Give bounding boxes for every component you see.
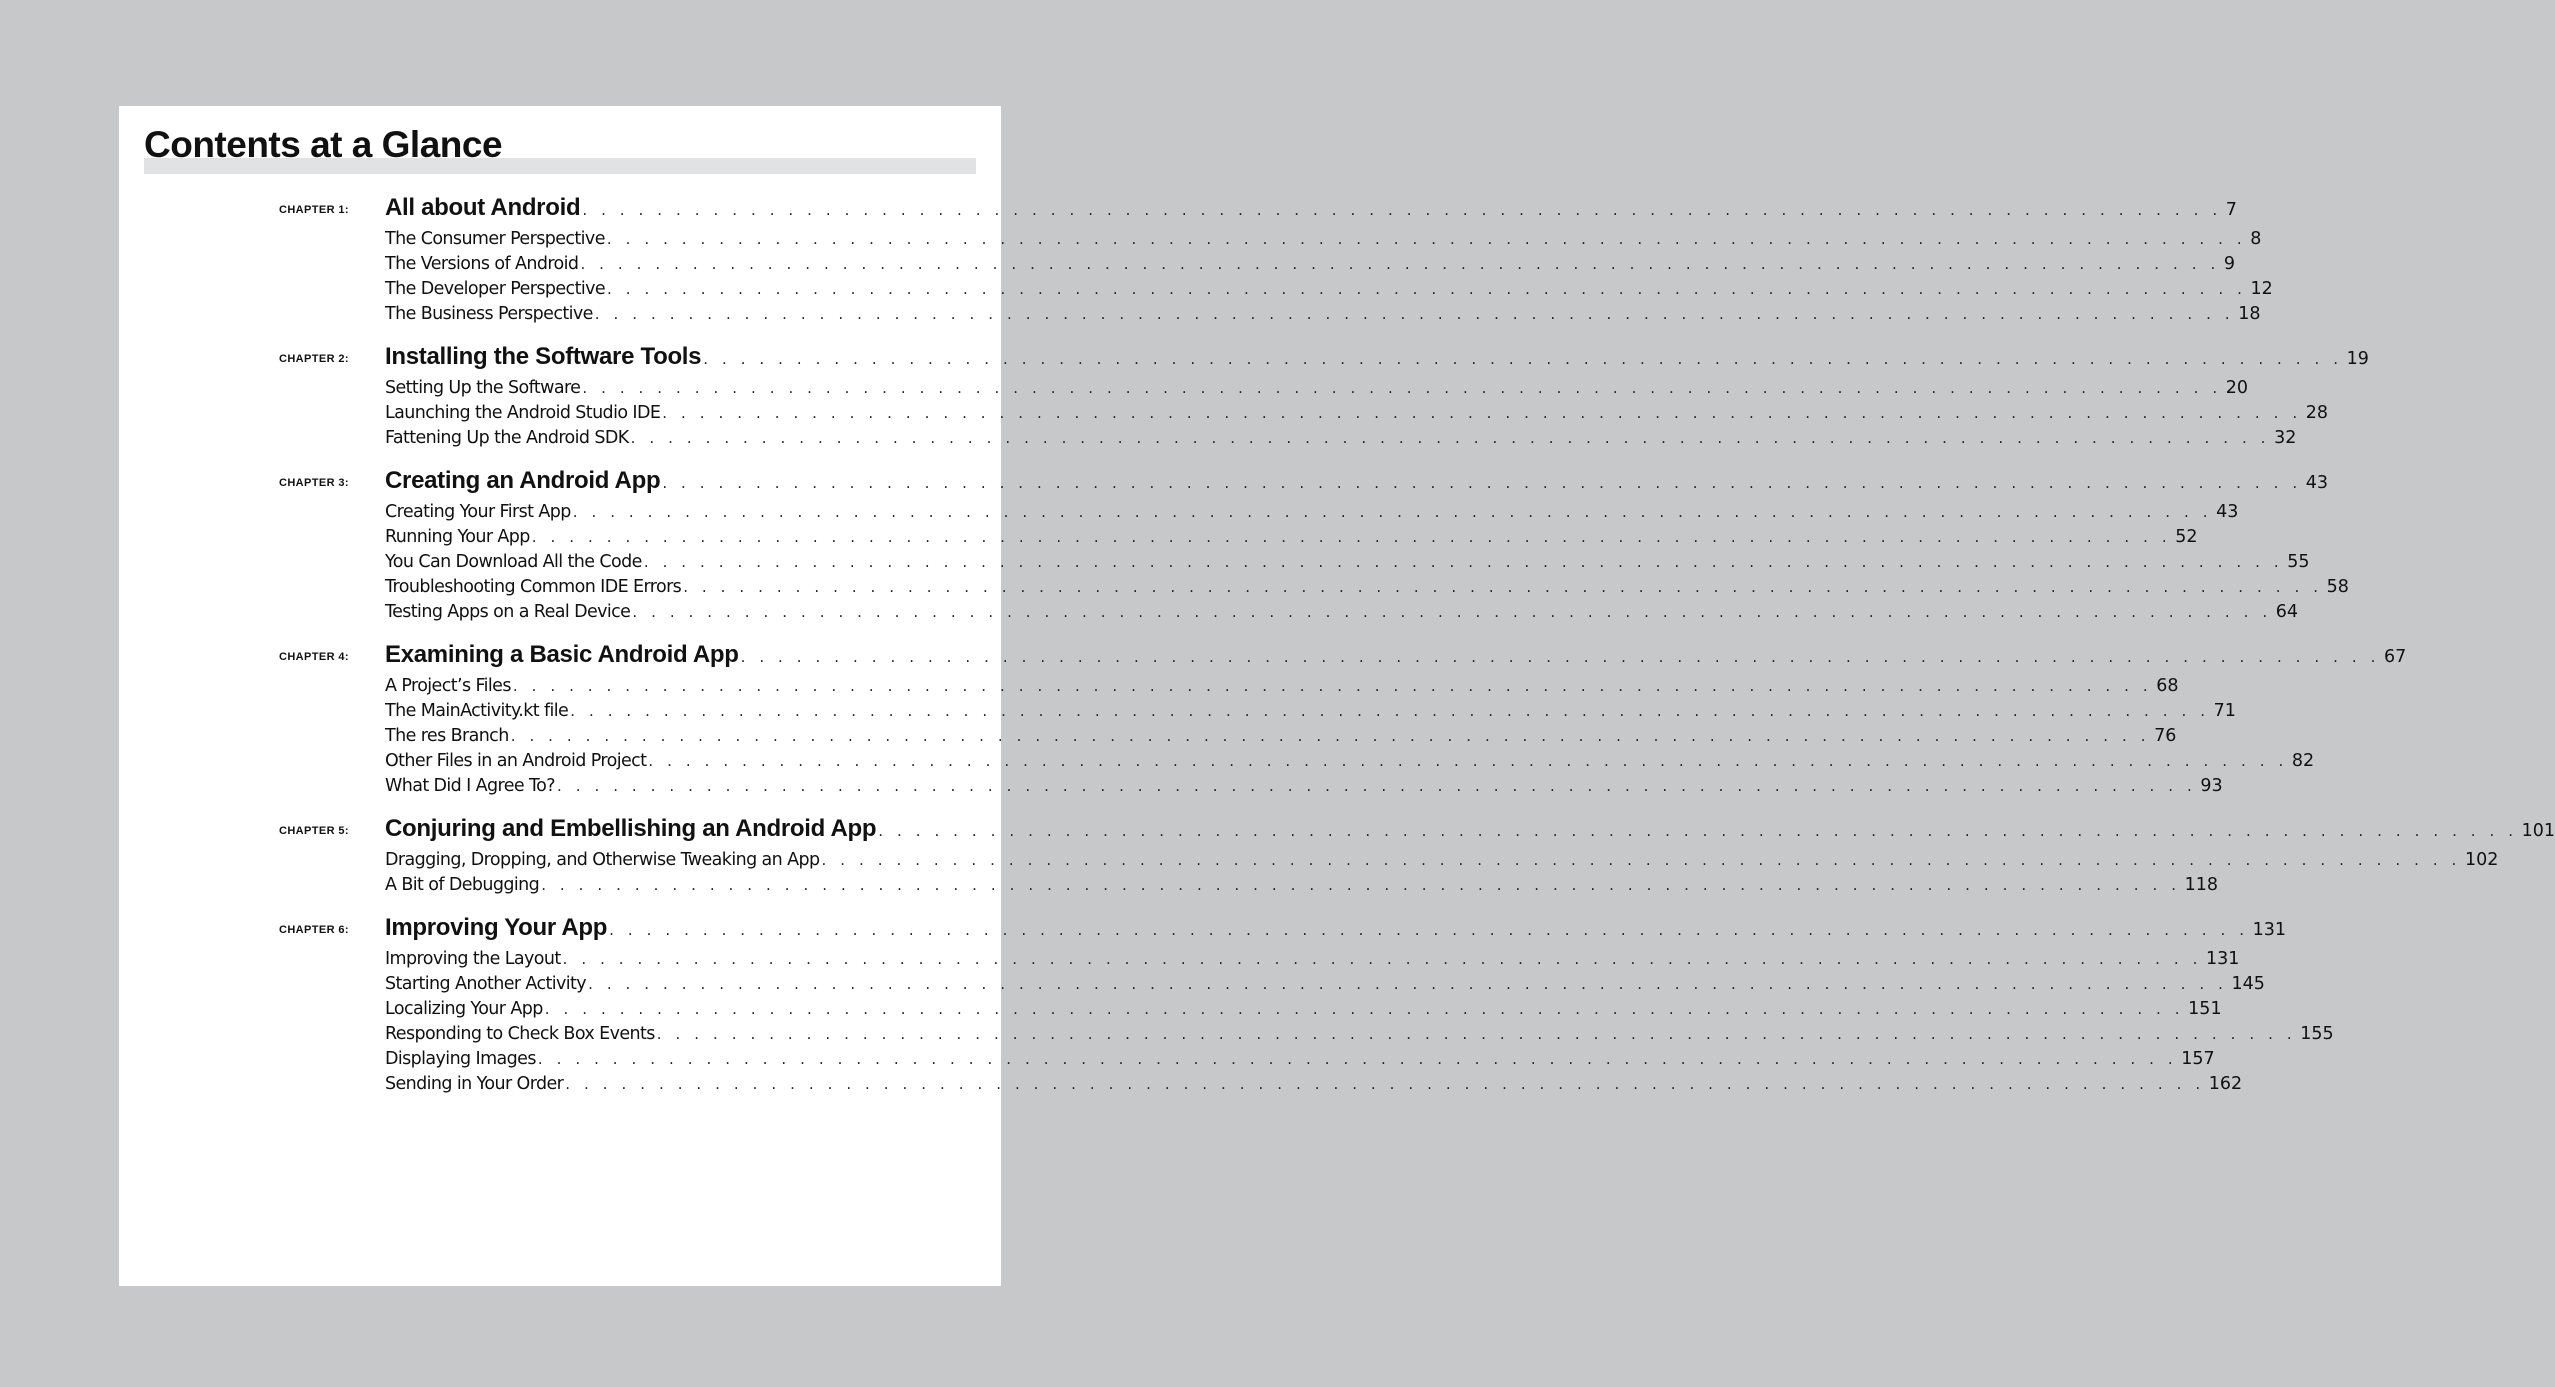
dot-leader: . . . . . . . . . . . . . . . . . . . . . . . . . . . . . . . . . . . . . . . . . . . . . . . . . . . . . . . . . . . . . . . . . . . . . . . . . . . . . . . . . . . . . . . . (544, 1000, 2185, 1018)
section-page-number: 151 (2188, 999, 2222, 1019)
dot-leader: . . . . . . . . . . . . . . . . . . . . . . . . . . . . . . . . . . . . . . . . . . . . . . . . . . . . . . . . . . . . . . . . . . . . . . . . . . . . . . . . . . . . . . . . (662, 474, 2302, 492)
section-page-number: 28 (2305, 403, 2328, 423)
section-entry[interactable] (385, 674, 2179, 699)
chapter-label: CHAPTER 3: (278, 477, 349, 489)
section-entry[interactable] (385, 302, 2261, 327)
section-title: Localizing Your App (385, 999, 543, 1019)
section-title: What Did I Agree To? (385, 776, 555, 796)
dot-leader: . . . . . . . . . . . . . . . . . . . . . . . . . . . . . . . . . . . . . . . . . . . . . . . . . . . . . . . . . . . . . . . . . . . . . . . . . . . . . . . . . . . . . . . . (662, 404, 2302, 422)
section-page-number: 18 (2238, 304, 2261, 324)
chapter-page-number: 43 (2305, 473, 2329, 493)
section-page-number: 162 (2208, 1074, 2243, 1094)
dot-leader: . . . . . . . . . . . . . . . . . . . . . . . . . . . . . . . . . . . . . . . . . . . . . . . . . . . . . . . . . . . . . . . . . . . . . . . . . . . . . . . . . . . . . . . . (588, 975, 2228, 993)
section-title: A Bit of Debugging (385, 875, 540, 895)
dot-leader: . . . . . . . . . . . . . . . . . . . . . . . . . . . . . . . . . . . . . . . . . . . . . . . . . . . . . . . . . . . . . . . . . . . . . . . . . . . . . . . . . . . . . . . . (512, 677, 2153, 695)
section-entry[interactable] (385, 600, 2299, 625)
section-entry[interactable] (385, 774, 2223, 799)
section-page-number: 76 (2154, 726, 2177, 746)
dot-leader: . . . . . . . . . . . . . . . . . . . . . . . . . . . . . . . . . . . . . . . . . . . . . . . . . . . . . . . . . . . . . . . . . . . . . . . . . . . . . . . . . . . . . . . . (740, 648, 2380, 666)
chapter-page-number: 19 (2346, 349, 2369, 369)
chapter-heading-row[interactable] (119, 811, 2555, 848)
dot-leader: . . . . . . . . . . . . . . . . . . . . . . . . . . . . . . . . . . . . . . . . . . . . . . . . . . . . . . . . . . . . . . . . . . . . . . . . . . . . . . . . . . . . . . . . (582, 201, 2222, 219)
section-title: The res Branch (385, 726, 509, 746)
chapter-title: Examining a Basic Android App (385, 641, 739, 668)
chapter-title: Improving Your App (385, 914, 608, 941)
section-title: You Can Download All the Code (385, 552, 642, 572)
dot-leader: . . . . . . . . . . . . . . . . . . . . . . . . . . . . . . . . . . . . . . . . . . . . . . . . . . . . . . . . . . . . . . . . . . . . . . . . . . . . . . . . . . . . . . . . (556, 777, 2197, 795)
section-entry[interactable] (385, 227, 2262, 252)
section-page-number: 55 (2287, 552, 2310, 572)
toc-chapter (119, 637, 2407, 799)
chapter-page-number: 7 (2225, 200, 2237, 220)
dot-leader: . . . . . . . . . . . . . . . . . . . . . . . . . . . . . . . . . . . . . . . . . . . . . . . . . . . . . . . . . . . . . . . . . . . . . . . . . . . . . . . . . . . . . . . . (537, 1050, 2178, 1068)
section-entry[interactable] (385, 500, 2239, 525)
section-page-number: 71 (2213, 701, 2236, 721)
section-page-number: 82 (2291, 751, 2315, 771)
section-title: The Versions of Android (385, 254, 579, 274)
section-entry[interactable] (385, 1047, 2215, 1072)
dot-leader: . . . . . . . . . . . . . . . . . . . . . . . . . . . . . . . . . . . . . . . . . . . . . . . . . . . . . . . . . . . . . . . . . . . . . . . . . . . . . . . . . . . . . . . . (570, 702, 2210, 720)
section-title: Sending in Your Order (385, 1074, 564, 1094)
section-entry[interactable] (385, 277, 2273, 302)
chapter-heading-row[interactable] (119, 339, 2369, 376)
section-entry[interactable] (385, 972, 2265, 997)
toc-chapter (119, 811, 2555, 898)
chapter-label: CHAPTER 4: (278, 651, 349, 663)
section-entry[interactable] (385, 401, 2328, 426)
section-title: Fattening Up the Android SDK (385, 428, 629, 448)
document-page (119, 106, 2555, 1286)
section-title: Other Files in an Android Project (385, 751, 647, 771)
section-entry[interactable] (385, 848, 2499, 873)
section-entry[interactable] (385, 873, 2219, 898)
dot-leader: . . . . . . . . . . . . . . . . . . . . . . . . . . . . . . . . . . . . . . . . . . . . . . . . . . . . . . . . . . . . . . . . . . . . . . . . . . . . . . . . . . . . . . . . (606, 230, 2247, 248)
section-title: Responding to Check Box Events (385, 1024, 655, 1044)
section-page-number: 102 (2464, 850, 2499, 870)
section-page-number: 131 (2206, 949, 2240, 969)
dot-leader: . . . . . . . . . . . . . . . . . . . . . . . . . . . . . . . . . . . . . . . . . . . . . . . . . . . . . . . . . . . . . . . . . . . . . . . . . . . . . . . . . . . . . . . . (531, 528, 2172, 546)
section-entry[interactable] (385, 699, 2236, 724)
chapter-entry (385, 637, 2407, 674)
dot-leader: . . . . . . . . . . . . . . . . . . . . . . . . . . . . . . . . . . . . . . . . . . . . . . . . . . . . . . . . . . . . . . . . . . . . . . . . . . . . . . . . . . . . . . . . (609, 921, 2249, 939)
toc-chapter (119, 463, 2349, 625)
chapter-entry (385, 811, 2555, 848)
section-page-number: 155 (2300, 1024, 2334, 1044)
dot-leader: . . . . . . . . . . . . . . . . . . . . . . . . . . . . . . . . . . . . . . . . . . . . . . . . . . . . . . . . . . . . . . . . . . . . . . . . . . . . . . . . . . . . . . . . (572, 503, 2213, 521)
section-title: The MainActivity.kt file (385, 701, 569, 721)
title-block (144, 124, 976, 176)
chapter-entry (385, 190, 2237, 227)
section-entry[interactable] (385, 1072, 2243, 1097)
section-title: Improving the Layout (385, 949, 561, 969)
dot-leader: . . . . . . . . . . . . . . . . . . . . . . . . . . . . . . . . . . . . . . . . . . . . . . . . . . . . . . . . . . . . . . . . . . . . . . . . . . . . . . . . . . . . . . . . (510, 727, 2151, 745)
section-title: The Business Perspective (385, 304, 593, 324)
section-entry[interactable] (385, 1022, 2334, 1047)
chapter-page-number: 101 (2521, 821, 2555, 841)
section-page-number: 32 (2274, 428, 2297, 448)
dot-leader: . . . . . . . . . . . . . . . . . . . . . . . . . . . . . . . . . . . . . . . . . . . . . . . . . . . . . . . . . . . . . . . . . . . . . . . . . . . . . . . . . . . . . . . . (594, 305, 2235, 323)
dot-leader: . . . . . . . . . . . . . . . . . . . . . . . . . . . . . . . . . . . . . . . . . . . . . . . . . . . . . . . . . . . . . . . . . . . . . . . . . . . . . . . . . . . . . . . . (607, 280, 2247, 298)
chapter-heading-row[interactable] (119, 910, 2286, 947)
dot-leader: . . . . . . . . . . . . . . . . . . . . . . . . . . . . . . . . . . . . . . . . . . . . . . . . . . . . . . . . . . . . . . . . . . . . . . . . . . . . . . . . . . . . . . . . (562, 950, 2203, 968)
chapter-label: CHAPTER 6: (278, 924, 349, 936)
section-page-number: 43 (2216, 502, 2239, 522)
dot-leader: . . . . . . . . . . . . . . . . . . . . . . . . . . . . . . . . . . . . . . . . . . . . . . . . . . . . . . . . . . . . . . . . . . . . . . . . . . . . . . . . . . . . . . . . (580, 255, 2220, 273)
section-page-number: 64 (2275, 602, 2299, 622)
section-title: Launching the Android Studio IDE (385, 403, 661, 423)
chapter-page-number: 67 (2384, 647, 2407, 667)
toc-chapter (119, 910, 2334, 1097)
section-page-number: 68 (2156, 676, 2179, 696)
toc-chapter (119, 190, 2273, 327)
section-entry[interactable] (385, 525, 2198, 550)
chapter-page-number: 131 (2252, 920, 2286, 940)
section-title: Creating Your First App (385, 502, 571, 522)
dot-leader: . . . . . . . . . . . . . . . . . . . . . . . . . . . . . . . . . . . . . . . . . . . . . . . . . . . . . . . . . . . . . . . . . . . . . . . . . . . . . . . . . . . . . . . . (703, 350, 2343, 368)
dot-leader: . . . . . . . . . . . . . . . . . . . . . . . . . . . . . . . . . . . . . . . . . . . . . . . . . . . . . . . . . . . . . . . . . . . . . . . . . . . . . . . . . . . . . . . . (632, 603, 2272, 621)
section-entry[interactable] (385, 997, 2222, 1022)
section-entry[interactable] (385, 252, 2235, 277)
section-title: Starting Another Activity (385, 974, 587, 994)
section-page-number: 8 (2250, 229, 2262, 249)
section-title: The Consumer Perspective (385, 229, 605, 249)
chapter-title: Conjuring and Embellishing an Android App (385, 815, 877, 842)
section-page-number: 20 (2225, 378, 2249, 398)
dot-leader: . . . . . . . . . . . . . . . . . . . . . . . . . . . . . . . . . . . . . . . . . . . . . . . . . . . . . . . . . . . . . . . . . . . . . . . . . . . . . . . . . . . . . . . . (643, 553, 2284, 571)
section-page-number: 93 (2200, 776, 2223, 796)
toc-chapter (119, 339, 2369, 451)
chapter-entry (385, 463, 2329, 500)
chapter-label: CHAPTER 2: (278, 353, 349, 365)
section-title: Running Your App (385, 527, 530, 547)
chapter-title: Creating an Android App (385, 467, 661, 494)
section-entry[interactable] (385, 724, 2177, 749)
section-page-number: 58 (2326, 577, 2349, 597)
chapter-heading-row[interactable] (119, 190, 2237, 227)
section-title: The Developer Perspective (385, 279, 606, 299)
section-page-number: 157 (2181, 1049, 2215, 1069)
dot-leader: . . . . . . . . . . . . . . . . . . . . . . . . . . . . . . . . . . . . . . . . . . . . . . . . . . . . . . . . . . . . . . . . . . . . . . . . . . . . . . . . . . . . . . . . (656, 1025, 2297, 1043)
section-page-number: 52 (2175, 527, 2198, 547)
dot-leader: . . . . . . . . . . . . . . . . . . . . . . . . . . . . . . . . . . . . . . . . . . . . . . . . . . . . . . . . . . . . . . . . . . . . . . . . . . . . . . . . . . . . . . . . (541, 876, 2181, 894)
section-title: A Project’s Files (385, 676, 511, 696)
section-entry[interactable] (385, 575, 2349, 600)
chapter-heading-row[interactable] (119, 637, 2407, 674)
chapter-label: CHAPTER 1: (278, 204, 349, 216)
section-entry[interactable] (385, 426, 2297, 451)
chapter-heading-row[interactable] (119, 463, 2329, 500)
section-entry[interactable] (385, 749, 2315, 774)
section-page-number: 9 (2223, 254, 2235, 274)
chapter-label: CHAPTER 5: (278, 825, 349, 837)
dot-leader: . . . . . . . . . . . . . . . . . . . . . . . . . . . . . . . . . . . . . . . . . . . . . . . . . . . . . . . . . . . . . . . . . . . . . . . . . . . . . . . . . . . . . . . . (648, 752, 2288, 770)
section-title: Dragging, Dropping, and Otherwise Tweaking an App (385, 850, 820, 870)
dot-leader: . . . . . . . . . . . . . . . . . . . . . . . . . . . . . . . . . . . . . . . . . . . . . . . . . . . . . . . . . . . . . . . . . . . . . . . . . . . . . . . . . . . . . . . . (821, 851, 2461, 869)
dot-leader: . . . . . . . . . . . . . . . . . . . . . . . . . . . . . . . . . . . . . . . . . . . . . . . . . . . . . . . . . . . . . . . . . . . . . . . . . . . . . . . . . . . . . . . . (582, 379, 2222, 397)
chapter-title: All about Android (385, 194, 581, 221)
table-of-contents (119, 190, 2555, 1109)
section-title: Troubleshooting Common IDE Errors (385, 577, 682, 597)
section-title: Testing Apps on a Real Device (385, 602, 631, 622)
section-page-number: 118 (2184, 875, 2219, 895)
dot-leader: . . . . . . . . . . . . . . . . . . . . . . . . . . . . . . . . . . . . . . . . . . . . . . . . . . . . . . . . . . . . . . . . . . . . . . . . . . . . . . . . . . . . . . . . (683, 578, 2323, 596)
chapter-entry (385, 339, 2369, 376)
section-entry[interactable] (385, 376, 2249, 401)
dot-leader: . . . . . . . . . . . . . . . . . . . . . . . . . . . . . . . . . . . . . . . . . . . . . . . . . . . . . . . . . . . . . . . . . . . . . . . . . . . . . . . . . . . . . . . . (630, 429, 2271, 447)
section-page-number: 12 (2250, 279, 2273, 299)
chapter-title: Installing the Software Tools (385, 343, 702, 370)
chapter-entry (385, 910, 2286, 947)
section-title: Setting Up the Software (385, 378, 581, 398)
section-entry[interactable] (385, 947, 2240, 972)
section-entry[interactable] (385, 550, 2310, 575)
section-title: Displaying Images (385, 1049, 536, 1069)
dot-leader: . . . . . . . . . . . . . . . . . . . . . . . . . . . . . . . . . . . . . . . . . . . . . . . . . . . . . . . . . . . . . . . . . . . . . . . . . . . . . . . . . . . . . . . . (878, 822, 2518, 840)
page-title: Contents at a Glance (144, 124, 503, 165)
section-page-number: 145 (2231, 974, 2265, 994)
dot-leader: . . . . . . . . . . . . . . . . . . . . . . . . . . . . . . . . . . . . . . . . . . . . . . . . . . . . . . . . . . . . . . . . . . . . . . . . . . . . . . . . . . . . . . . . (565, 1075, 2205, 1093)
